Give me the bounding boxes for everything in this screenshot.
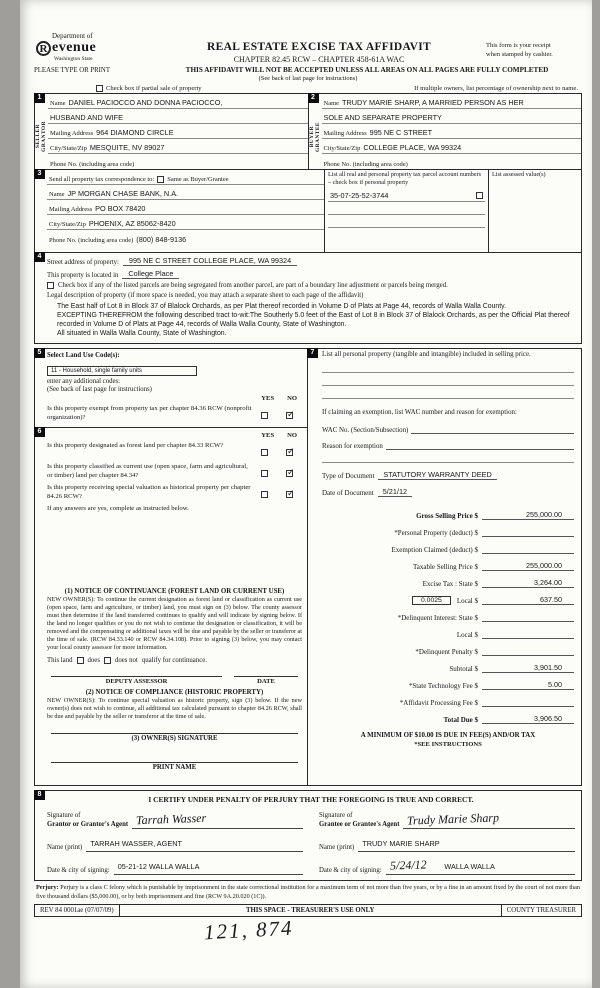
money-value[interactable]	[482, 612, 574, 622]
no-cell	[277, 463, 302, 481]
blank-parcel-line[interactable]	[328, 215, 485, 228]
yes-cell	[252, 484, 277, 502]
seller-block	[35, 94, 308, 169]
qualify-label: qualify for continuance.	[141, 657, 207, 665]
seller-name-row	[48, 94, 308, 109]
money-label: Taxable Selling Price $	[412, 563, 478, 572]
no-cell	[277, 442, 302, 460]
see-back-note: (See back of last page for instructions)	[47, 386, 152, 394]
yes-header: YES	[261, 432, 275, 440]
form-revision-number: REV 84 0001ae (07/07/09)	[40, 906, 114, 914]
parcel-column	[325, 170, 489, 252]
seller-side-label	[35, 105, 47, 168]
seller-phone-row	[48, 154, 308, 169]
correspondence-city-value[interactable]: PHOENIX, AZ 85062-8420	[88, 219, 176, 228]
grantee-name-line[interactable]	[358, 833, 575, 852]
reason-input-line[interactable]	[386, 440, 574, 450]
seller-word: SELLER	[35, 124, 41, 149]
money-row-affidavit-fee	[322, 697, 574, 707]
personal-property-blank-line[interactable]	[322, 386, 574, 399]
field-label: Phone No. (including area code)	[49, 237, 134, 244]
land-does-not-checkbox[interactable]	[104, 657, 111, 664]
notice-compliance-body: NEW OWNER(S): To continue special valuation as historic property, sign (3) below. If the new owner(s) does not wish to continue, all additional tax calculated pursuant to chapter 84.26 RCW, shall be due and payable by the seller or transferor at the time of sale.	[47, 697, 302, 721]
field-label: Name	[49, 191, 65, 198]
buyer-phone-row	[322, 154, 582, 169]
correspondence-name-value[interactable]: JP MORGAN CHASE BANK, N.A.	[67, 189, 179, 198]
money-label: *Personal Property (deduct) $	[394, 529, 478, 538]
personal-property-label: List all personal property (tangible and intangible) included in selling price.	[322, 351, 531, 359]
money-value[interactable]	[482, 527, 574, 537]
section-8-badge: 8	[34, 790, 45, 800]
grantor-date-line[interactable]	[114, 856, 303, 875]
certify-statement: I CERTIFY UNDER PENALTY OF PERJURY THAT THE FOREGOING IS TRUE AND CORRECT.	[148, 795, 474, 805]
signature-of-label: Signature of	[47, 812, 81, 820]
document-date-value[interactable]: 5/21/12	[378, 487, 412, 497]
see-back-note: (See back of last page for instructions)	[258, 75, 358, 82]
correspondence-phone-row	[47, 230, 324, 245]
seller-city-row	[48, 139, 308, 154]
money-label: Exemption Claimed (deduct) $	[391, 546, 478, 555]
reason-label: Reason for exemption	[322, 443, 383, 451]
grantee-date-line[interactable]	[386, 856, 575, 875]
field-label: Mailing Address	[323, 130, 367, 137]
logo-revenue-row	[36, 40, 152, 56]
money-row-tech-fee	[322, 680, 574, 690]
grantee-name-row	[319, 833, 575, 852]
selling-price-section	[308, 349, 581, 785]
perjury-body: Perjury is a class C felony which is punishable by imprisonment in the state correctional institution for a maximum term of not more than five years, or by a fine in an amount fixed by the court of not more than five thousand dollars ($5,000.00), or by both imprisonment and fine (RCW 9A.20.020 (1C)).	[36, 884, 580, 900]
grantee-signature-value: Trudy Marie Sharp	[407, 810, 500, 829]
money-row-subtotal	[322, 663, 574, 673]
grantor-name-row	[47, 833, 303, 852]
legal-paragraph-1: The East half of Lot 8 in Block 37 of Blalock Orchards, as per Plat thereof recorded in Volume D of Plats at Page 44, records of Walla Walla County.	[57, 303, 507, 310]
owners-signature-caption: (3) OWNER(S) SIGNATURE	[131, 735, 218, 743]
type-or-print-row	[34, 66, 582, 74]
land-use-code-input[interactable]: 11 - Household, single family units	[47, 366, 197, 376]
form-title: REAL ESTATE EXCISE TAX AFFIDAVIT	[207, 41, 431, 53]
money-value[interactable]: 3,901.50	[482, 663, 574, 673]
dor-logo	[34, 32, 152, 62]
grantor-signature-column	[47, 806, 303, 875]
money-label: Subtotal $	[449, 665, 478, 674]
local-rate-box[interactable]: 0.0025	[412, 596, 451, 605]
document-date-label: Date of Document	[322, 489, 374, 498]
seller-mailing-row	[48, 124, 308, 139]
minimum-due-note: A MINIMUM OF $10.00 IS DUE IN FEE(S) AND/OR TAX	[360, 732, 536, 740]
located-in-label: This property is located in	[47, 272, 119, 279]
seller-name-value[interactable]: DANIEL PACIOCCO AND DONNA PACIOCCO,	[68, 98, 223, 107]
buyer-word: BUYER	[308, 125, 315, 148]
legal-paragraph-3: All situated in Walla Walla County, State of Washington.	[57, 330, 227, 338]
money-label: Gross Selling Price $	[416, 512, 478, 521]
section-3-badge: 3	[34, 169, 45, 179]
receipt-line2: when stamped by cashier.	[486, 50, 553, 58]
document-date-row	[322, 487, 574, 497]
grantor-name-value: TARRAH WASSER, AGENT	[90, 839, 182, 849]
money-row-delinquent-local	[322, 629, 574, 639]
forest-question: Is this property designated as forest land per chapter 84.33 RCW?	[47, 442, 224, 450]
does-not-label: does not	[114, 657, 138, 665]
receipt-note	[486, 32, 582, 60]
partial-sale-checkbox[interactable]	[96, 85, 103, 92]
grantor-signature-label	[47, 812, 128, 829]
perjury-notice	[34, 881, 582, 902]
money-value[interactable]: 255,000.00	[482, 561, 574, 571]
affidavit-page	[20, 0, 592, 988]
date-city-label: Date & city of signing:	[319, 866, 382, 874]
exempt-question: Is this property exempt from property tax per chapter 84.36 RCW (nonprofit organization)?	[47, 405, 252, 421]
grantor-role-label: Grantor or Grantor's Agent	[47, 820, 129, 828]
grantor-date-value: 05-21-12 WALLA WALLA	[117, 862, 200, 872]
money-label: *Delinquent Penalty $	[415, 648, 478, 657]
no-header: NO	[287, 395, 297, 403]
grantee-signature-line[interactable]	[403, 810, 575, 829]
land-use-and-tax-section	[34, 348, 582, 786]
buyer-city-row	[322, 139, 582, 154]
money-label: Excise Tax : State $	[422, 580, 478, 589]
reason-blank-line[interactable]	[322, 450, 574, 463]
grantee-date-value: 5/24/12	[389, 857, 427, 874]
field-label: Mailing Address	[49, 206, 93, 213]
money-label: *Delinquent Interest: State $	[397, 614, 478, 623]
land-use-code-section	[35, 349, 307, 428]
buyer-name-row2	[322, 109, 582, 124]
wac-input-line[interactable]	[411, 424, 574, 434]
warning-line: THIS AFFIDAVIT WILL NOT BE ACCEPTED UNLESS ALL AREAS ON ALL PAGES ARE FULLY COMPLETED	[185, 66, 549, 74]
yes-no-header	[47, 432, 302, 439]
segregated-row	[47, 280, 577, 290]
receipt-line1: This form is your receipt	[486, 42, 551, 49]
street-address-label: Street address of property:	[47, 259, 119, 266]
money-row-taxable	[322, 561, 574, 571]
land-qualify-row	[47, 657, 302, 664]
money-value[interactable]: 3,906.50	[482, 714, 574, 724]
legal-paragraph-2: EXCEPTING THEREFROM the following described tract to-wit:The Southerly 5.0 feet of the East of Lot 8 in Block 37 of Blalock Orchards, as per the Official Plat thereof recorded in Volume D of Plats at Page 44, records of Walla Walla County, State of Washington.	[57, 312, 570, 329]
buyer-block	[308, 94, 582, 169]
revenue-r-icon: R	[36, 41, 51, 56]
buyer-city-value[interactable]: COLLEGE PLACE, WA 99324	[363, 143, 462, 152]
correspondence-mailing-row	[47, 200, 324, 215]
money-row-personal	[322, 527, 574, 537]
buyer-mailing-row	[322, 124, 582, 139]
yes-no-header	[47, 395, 302, 402]
buyer-name-value[interactable]: TRUDY MARIE SHARP, A MARRIED PERSON AS HER	[342, 98, 524, 107]
document-type-value[interactable]: STATUTORY WARRANTY DEED	[378, 470, 496, 480]
perjury-lead: Perjury:	[36, 884, 59, 892]
print-name-caption: PRINT NAME	[152, 764, 197, 772]
money-label: *State Technology Fee $	[408, 682, 478, 691]
wac-label: WAC No. (Section/Subsection)	[322, 427, 409, 435]
legal-description-text	[47, 300, 577, 339]
section-2-badge: 2	[308, 93, 319, 103]
historic-question: Is this property receiving special valuation as historical property per chapter 84.26 RCW?	[47, 484, 251, 500]
owners-signature-line[interactable]	[51, 721, 298, 734]
seller-name-row2	[48, 109, 308, 124]
additional-codes-label: enter any additional codes:	[47, 378, 121, 386]
land-does-checkbox[interactable]	[77, 657, 84, 664]
no-cell	[277, 405, 302, 423]
this-land-label: This land	[47, 657, 73, 665]
section-1-badge: 1	[34, 93, 45, 103]
current-use-question: Is this property classified as current use (open space, farm and agricultural, or timber) land per chapter 84.34?	[47, 463, 248, 479]
field-label: City/State/Zip	[323, 145, 361, 152]
personal-property-blank-line[interactable]	[322, 373, 574, 386]
buyer-mailing-value[interactable]: 995 NE C STREET	[369, 128, 433, 137]
same-as-buyer-checkbox[interactable]	[157, 176, 164, 183]
land-use-title: Select Land Use Code(s):	[47, 352, 120, 360]
grantor-signature-value: Tarrah Wasser	[135, 811, 207, 828]
money-value[interactable]: 637.50	[482, 595, 574, 605]
grantor-date-row	[47, 856, 303, 875]
signature-of-label: Signature of	[319, 812, 353, 820]
left-column	[35, 349, 308, 785]
section-4-badge: 4	[34, 252, 45, 262]
yes-cell	[252, 463, 277, 481]
field-label: City/State/Zip	[50, 145, 87, 152]
money-value[interactable]: 5.00	[482, 680, 574, 690]
money-value[interactable]	[482, 629, 574, 639]
designation-section	[35, 428, 307, 785]
current-use-yes-checkbox[interactable]	[261, 470, 268, 477]
correspondence-phone-value[interactable]: (800) 848-9136	[136, 235, 187, 244]
forest-question-row	[47, 442, 302, 460]
logo-department-of: Department of	[52, 32, 93, 40]
field-label: Phone No. (including area code)	[323, 161, 408, 168]
section-6-badge: 6	[34, 427, 45, 437]
owners-signature-block	[47, 721, 302, 779]
same-as-buyer-label: Same as Buyer/Grantee	[167, 176, 229, 183]
parcel-header: List all real and personal property tax parcel account numbers – check box if personal property	[328, 171, 482, 186]
tax-correspondence-section	[34, 169, 582, 253]
parcel-number-value[interactable]: 35-07-25-52-3744	[330, 190, 389, 200]
current-use-question-row	[47, 463, 302, 481]
multiple-owners-note: If multiple owners, list percentage of ownership next to name.	[414, 85, 578, 92]
grantor-signature-row	[47, 810, 303, 829]
money-label: Local $	[456, 631, 478, 640]
correspondence-column	[47, 170, 325, 252]
wac-row	[322, 424, 574, 434]
money-row-exemption	[322, 544, 574, 554]
document-type-label: Type of Document	[322, 472, 375, 481]
assessed-value-column	[489, 170, 581, 252]
type-or-print-label: PLEASE TYPE OR PRINT	[34, 67, 110, 74]
historic-no-checkbox[interactable]	[286, 491, 293, 498]
legal-description-label-row	[47, 290, 577, 300]
if-yes-note: If any answers are yes, complete as instructed below.	[47, 505, 189, 513]
grantee-signature-column	[319, 806, 575, 875]
notice-continuance-title: (1) NOTICE OF CONTINUANCE (FOREST LAND OR CURRENT USE)	[64, 587, 285, 595]
money-value[interactable]	[482, 544, 574, 554]
form-header	[34, 32, 582, 64]
personal-property-parcel-checkbox[interactable]	[476, 192, 483, 199]
seller-mailing-value[interactable]: 964 DIAMOND CIRCLE	[96, 128, 174, 137]
no-cell	[277, 484, 302, 502]
exempt-yes-checkbox[interactable]	[261, 412, 268, 419]
section-7-badge: 7	[307, 348, 318, 358]
parcel-number-row	[328, 191, 485, 202]
form-chapter: CHAPTER 82.45 RCW – CHAPTER 458-61A WAC	[233, 55, 405, 64]
certification-section	[34, 790, 582, 881]
field-label: Mailing Address	[50, 130, 94, 137]
forest-no-checkbox[interactable]	[286, 449, 293, 456]
send-correspondence-row	[47, 170, 324, 185]
seller-name-value2[interactable]: HUSBAND AND WIFE	[50, 113, 123, 122]
excise-tax-table	[322, 503, 574, 724]
grantor-name-line[interactable]	[86, 833, 303, 852]
grantee-word: GRANTEE	[314, 121, 321, 152]
street-address-row	[47, 254, 577, 267]
deputy-assessor-line[interactable]: DEPUTY ASSESSOR	[51, 676, 222, 685]
footer-row	[34, 904, 582, 917]
assessor-date-line[interactable]: DATE	[234, 676, 298, 685]
title-block	[152, 32, 486, 64]
logo-washington-state: Washington State	[54, 56, 93, 62]
grantee-signature-row	[319, 810, 575, 829]
historic-question-row	[47, 484, 302, 502]
grantor-word: GRANTOR	[41, 121, 47, 152]
yes-cell	[252, 405, 277, 423]
exemption-label: If claiming an exemption, list WAC number and reason for exemption:	[322, 409, 517, 417]
personal-property-blank-line[interactable]	[322, 360, 574, 373]
treasurer-space-label: THIS SPACE - TREASURER'S USE ONLY	[119, 905, 502, 916]
county-treasurer-label: COUNTY TREASURER	[506, 906, 576, 914]
grantee-city-value: WALLA WALLA	[444, 862, 495, 872]
no-header: NO	[287, 432, 297, 440]
see-instructions-note: *SEE INSTRUCTIONS	[414, 741, 482, 749]
handwritten-stamp-number: 121, 874	[203, 915, 295, 944]
field-label: City/State/Zip	[49, 221, 86, 228]
money-row-gross	[322, 510, 574, 520]
located-in-value[interactable]: College Place	[122, 269, 179, 279]
grantee-name-value: TRUDY MARIE SHARP	[362, 839, 440, 849]
grantor-signature-line[interactable]	[132, 810, 303, 829]
money-label: Total Due $	[443, 716, 478, 725]
partial-sale-label: Check box if partial sale of property	[106, 85, 202, 92]
grantee-signature-label	[319, 812, 399, 829]
buyer-name-row	[322, 94, 582, 109]
reason-row	[322, 440, 574, 450]
street-address-value[interactable]: 995 NE C STREET COLLEGE PLACE, WA 99324	[123, 256, 297, 266]
name-print-label: Name (print)	[319, 843, 355, 851]
signature-grid	[47, 806, 575, 875]
grantee-date-row	[319, 856, 575, 875]
seller-buyer-section	[34, 93, 582, 170]
exempt-question-row	[47, 405, 302, 423]
money-value[interactable]: 3,264.00	[482, 578, 574, 588]
money-row-delinquent-state	[322, 612, 574, 622]
does-label: does	[87, 657, 100, 665]
send-correspondence-label: Send all property tax correspondence to:	[49, 176, 155, 183]
blank-parcel-line[interactable]	[328, 202, 485, 215]
current-use-no-checkbox[interactable]	[286, 470, 293, 477]
located-in-row	[47, 267, 577, 280]
money-row-local	[322, 595, 574, 605]
money-row-excise-state	[322, 578, 574, 588]
correspondence-city-row	[47, 215, 324, 230]
legal-description-label: Legal description of property (if more space is needed, you may attach a separate sheet to each page of the affidavit)	[47, 292, 364, 299]
money-value[interactable]	[482, 697, 574, 707]
exempt-no-checkbox[interactable]	[286, 412, 293, 419]
property-address-section	[34, 252, 582, 344]
yes-cell	[252, 442, 277, 460]
field-label: Phone No. (including area code)	[50, 161, 135, 168]
notice-compliance-title: (2) NOTICE OF COMPLIANCE (HISTORIC PROPERTY)	[85, 689, 264, 697]
section-5-badge: 5	[34, 348, 45, 358]
field-label: Name	[323, 100, 340, 107]
buyer-name-value2[interactable]: SOLE AND SEPARATE PROPERTY	[323, 113, 442, 122]
name-print-label: Name (print)	[47, 843, 83, 851]
historic-yes-checkbox[interactable]	[261, 491, 268, 498]
correspondence-name-row	[47, 185, 324, 200]
date-city-label: Date & city of signing:	[47, 866, 110, 874]
money-label: *Affidavit Processing Fee $	[399, 699, 478, 708]
logo-revenue-text: evenue	[52, 40, 97, 55]
field-label: Name	[50, 100, 66, 107]
money-value[interactable]: 255,000.00	[482, 510, 574, 520]
money-row-total-due	[322, 714, 574, 724]
grantee-role-label: Grantee or Grantee's Agent	[319, 820, 400, 828]
correspondence-mailing-value[interactable]: PO BOX 78420	[95, 204, 146, 213]
money-row-penalty	[322, 646, 574, 656]
assessor-signature-row	[47, 676, 302, 685]
yes-header: YES	[261, 395, 275, 403]
assessed-value-header: List assessed value(s)	[492, 171, 546, 178]
document-type-row	[322, 470, 574, 480]
money-label: Local $	[456, 597, 478, 606]
notice-continuance-body: NEW OWNER(S): To continue the current designation as forest land or classification as current use (open space, farm and agriculture, or timber) land, you must sign on (3) below. The county assessor must then determine if the land transferred continues to qualify and will indicate by signing below. If the land no longer qualifies or you do not wish to continue the designation or classification, it will be removed and the compensating or additional taxes will be due and payable by the seller or transferor at the time of sale. (RCW 84.33.140 or RCW 84.34.108). Prior to signing (3) below, you may contact your local county assessor for more information.	[47, 595, 302, 652]
money-value[interactable]	[482, 646, 574, 656]
forest-yes-checkbox[interactable]	[261, 449, 268, 456]
buyer-side-label	[309, 105, 321, 168]
print-name-line[interactable]	[51, 750, 298, 763]
seller-city-value[interactable]: MESQUITE, NV 89027	[89, 143, 165, 152]
segregated-checkbox[interactable]	[47, 282, 54, 289]
segregated-label: Check box if any of the listed parcels are being segregated from another parcel, are part of a boundary line adjustment or parcels being merged.	[58, 282, 448, 289]
